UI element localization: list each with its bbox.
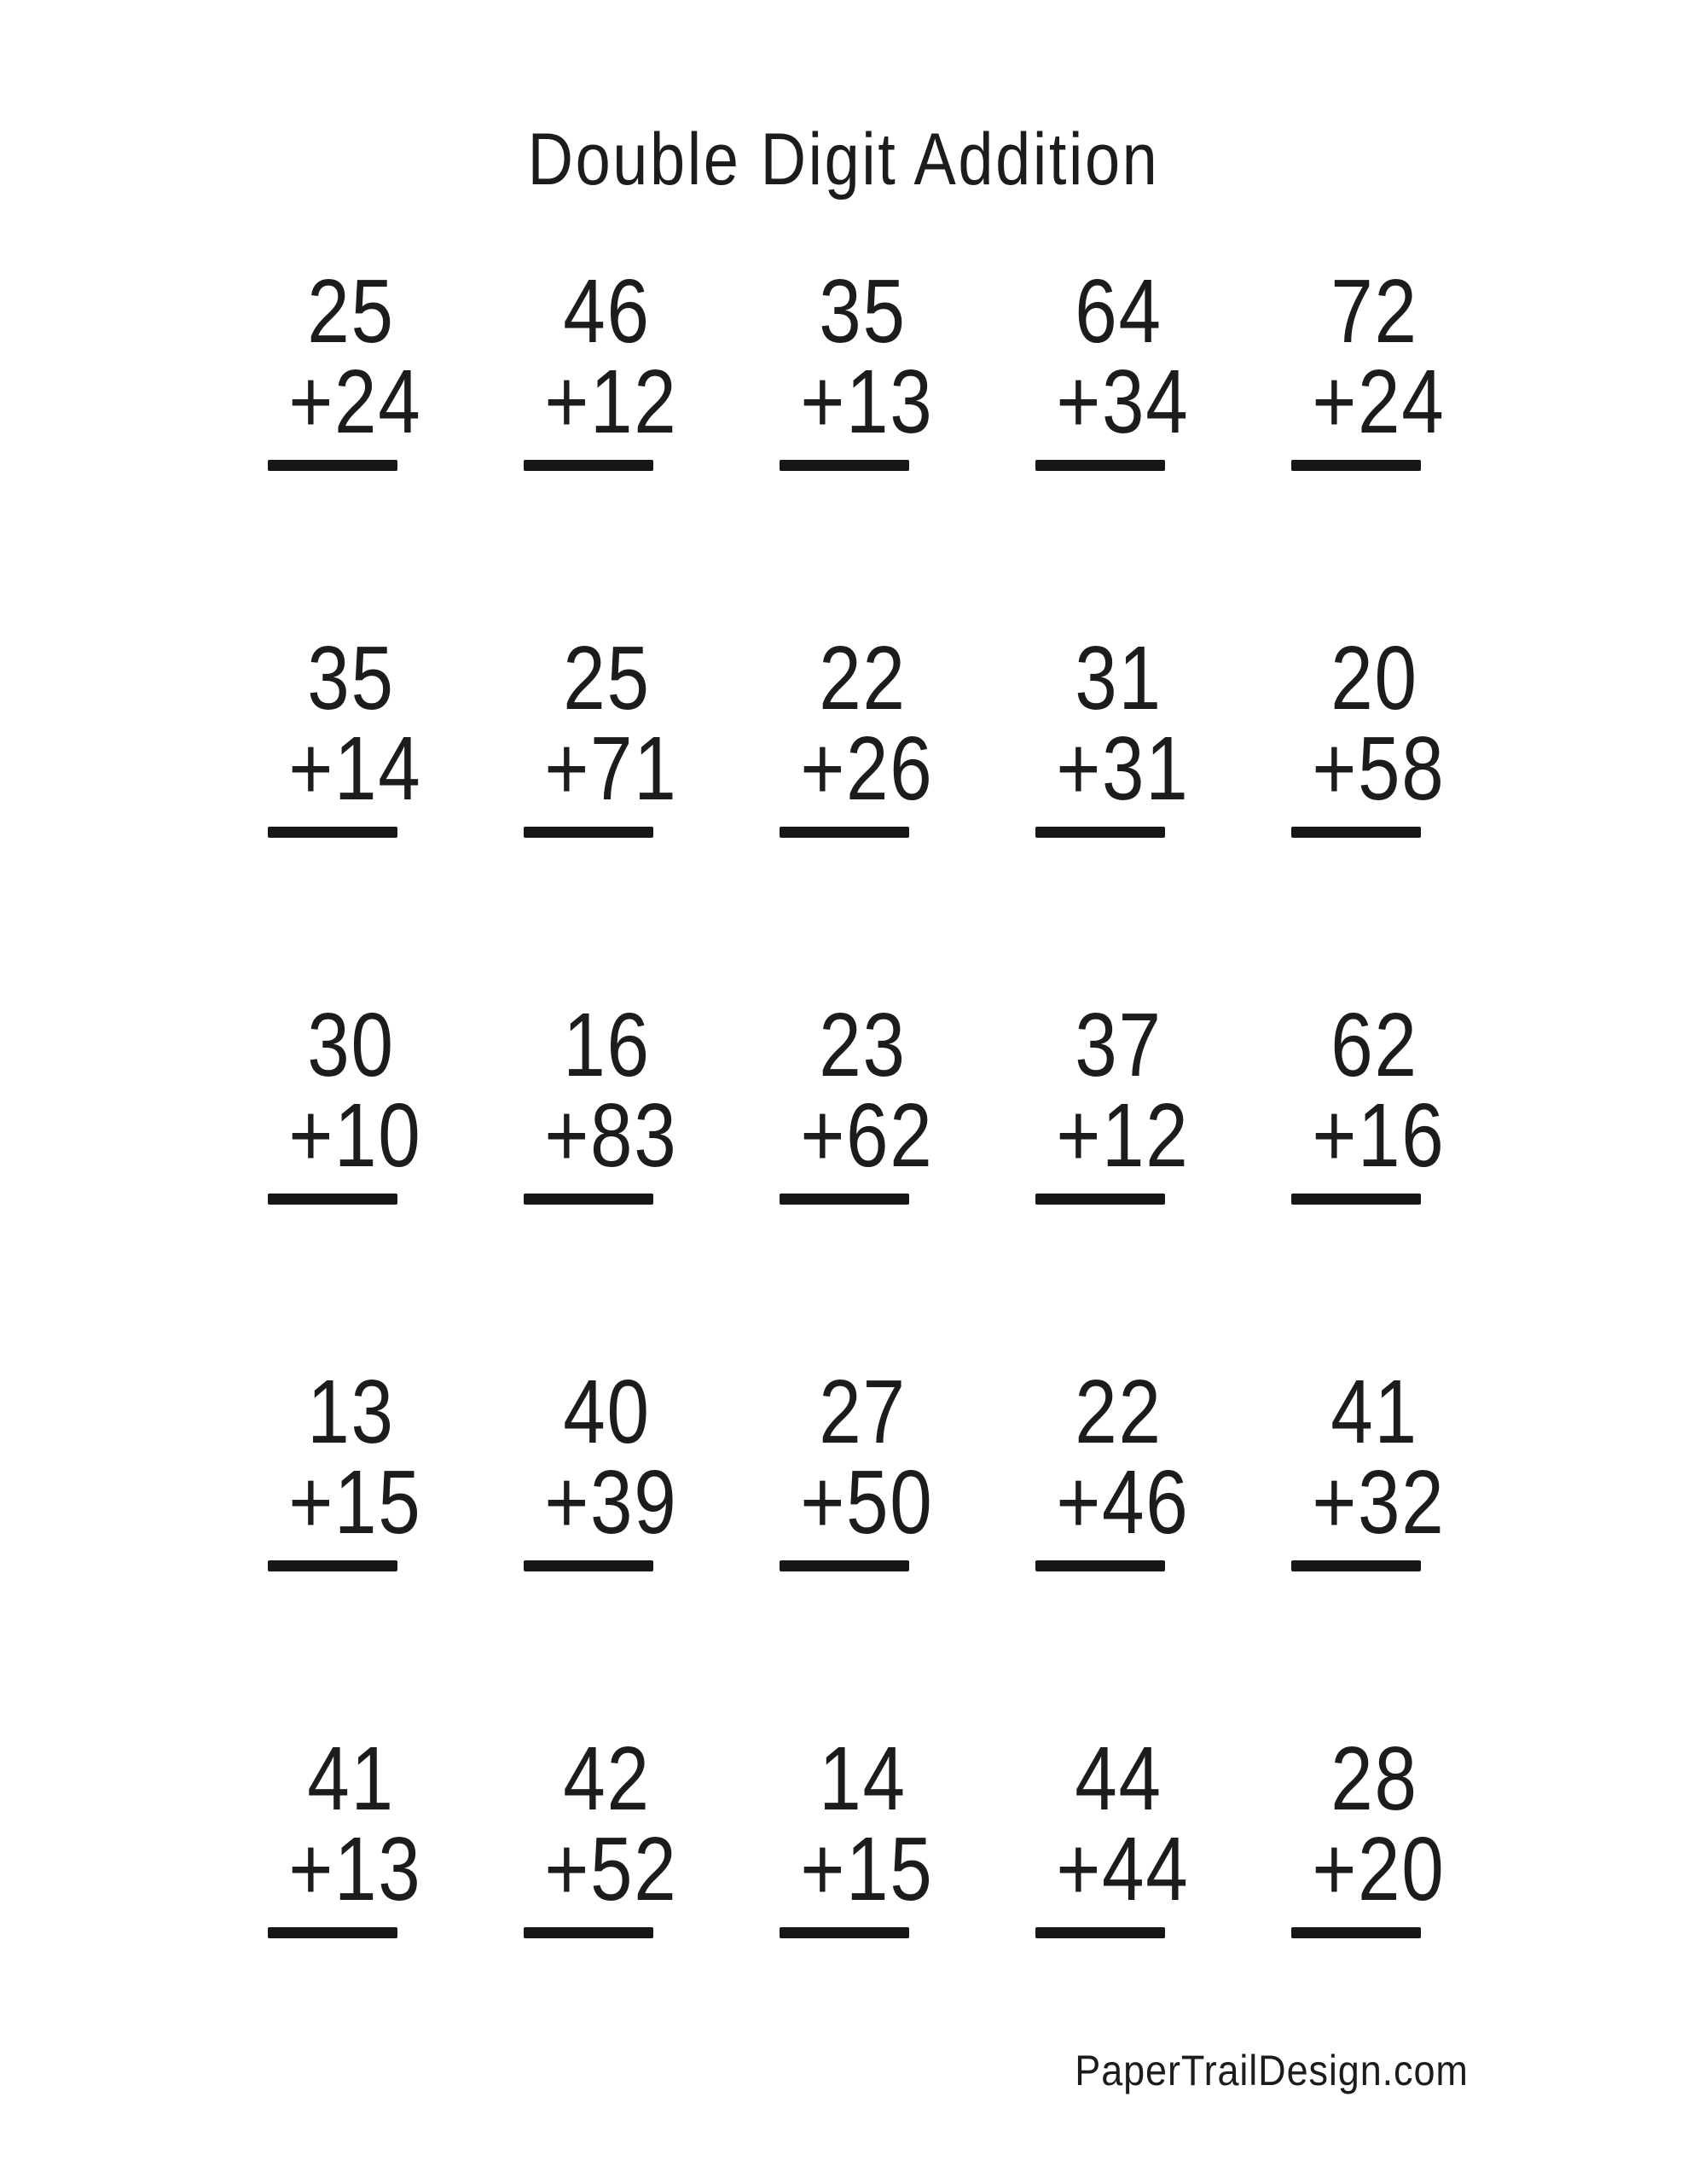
addition-problem bbox=[780, 628, 934, 838]
addend-bottom: +16 bbox=[1312, 1085, 1446, 1186]
addition-problem bbox=[780, 1728, 934, 1938]
addend-top: 16 bbox=[563, 995, 651, 1095]
answer-line bbox=[524, 1194, 653, 1205]
addition-problem bbox=[1291, 995, 1446, 1205]
addend-bottom: +71 bbox=[544, 718, 678, 819]
addend-top: 41 bbox=[1330, 1362, 1418, 1462]
answer-line bbox=[268, 460, 397, 471]
addend-top: 40 bbox=[563, 1362, 651, 1462]
addend-bottom: +26 bbox=[800, 718, 934, 819]
answer-line bbox=[780, 1927, 909, 1938]
answer-line bbox=[1291, 827, 1421, 838]
addend-top: 37 bbox=[1075, 995, 1162, 1095]
answer-line bbox=[524, 1927, 653, 1938]
addition-problem bbox=[1035, 261, 1190, 471]
addend-bottom: +10 bbox=[288, 1085, 422, 1186]
addition-problem bbox=[1035, 1728, 1190, 1938]
addend-bottom: +12 bbox=[544, 351, 678, 452]
answer-line bbox=[268, 1560, 397, 1571]
addend-bottom: +15 bbox=[800, 1819, 934, 1920]
addend-bottom: +46 bbox=[1056, 1452, 1190, 1553]
answer-line bbox=[268, 1194, 397, 1205]
addition-problem bbox=[780, 1362, 934, 1571]
addend-top: 62 bbox=[1330, 995, 1418, 1095]
addend-top: 22 bbox=[819, 628, 907, 729]
addend-top: 72 bbox=[1330, 261, 1418, 362]
addend-bottom: +34 bbox=[1056, 351, 1190, 452]
addend-top: 46 bbox=[563, 261, 651, 362]
addition-problem bbox=[268, 1728, 422, 1938]
addend-bottom: +14 bbox=[288, 718, 422, 819]
addend-top: 28 bbox=[1330, 1728, 1418, 1829]
addend-bottom: +20 bbox=[1312, 1819, 1446, 1920]
addition-problem bbox=[524, 628, 678, 838]
answer-line bbox=[1291, 1194, 1421, 1205]
addition-problem bbox=[268, 261, 422, 471]
addend-bottom: +83 bbox=[544, 1085, 678, 1186]
answer-line bbox=[1035, 460, 1165, 471]
answer-line bbox=[780, 460, 909, 471]
addend-top: 13 bbox=[307, 1362, 395, 1462]
addend-bottom: +39 bbox=[544, 1452, 678, 1553]
addend-top: 25 bbox=[563, 628, 651, 729]
addend-top: 31 bbox=[1075, 628, 1162, 729]
addition-problem bbox=[1035, 628, 1190, 838]
addition-problem bbox=[524, 995, 678, 1205]
addend-top: 14 bbox=[819, 1728, 907, 1829]
answer-line bbox=[1035, 1560, 1165, 1571]
addend-bottom: +13 bbox=[288, 1819, 422, 1920]
answer-line bbox=[1035, 827, 1165, 838]
addend-top: 35 bbox=[819, 261, 907, 362]
answer-line bbox=[1035, 1927, 1165, 1938]
addend-bottom: +13 bbox=[800, 351, 934, 452]
addend-bottom: +15 bbox=[288, 1452, 422, 1553]
problems-grid bbox=[205, 261, 1484, 1938]
answer-line bbox=[780, 1194, 909, 1205]
addend-bottom: +52 bbox=[544, 1819, 678, 1920]
addend-bottom: +50 bbox=[800, 1452, 934, 1553]
addend-bottom: +31 bbox=[1056, 718, 1190, 819]
addend-bottom: +24 bbox=[1312, 351, 1446, 452]
answer-line bbox=[268, 827, 397, 838]
addition-problem bbox=[524, 1362, 678, 1571]
addition-problem bbox=[1291, 261, 1446, 471]
addend-top: 44 bbox=[1075, 1728, 1162, 1829]
answer-line bbox=[1291, 1560, 1421, 1571]
addend-bottom: +32 bbox=[1312, 1452, 1446, 1553]
addend-bottom: +12 bbox=[1056, 1085, 1190, 1186]
addend-top: 64 bbox=[1075, 261, 1162, 362]
answer-line bbox=[268, 1927, 397, 1938]
addend-top: 22 bbox=[1075, 1362, 1162, 1462]
addend-top: 27 bbox=[819, 1362, 907, 1462]
addend-top: 25 bbox=[307, 261, 395, 362]
addend-top: 20 bbox=[1330, 628, 1418, 729]
answer-line bbox=[524, 1560, 653, 1571]
answer-line bbox=[1035, 1194, 1165, 1205]
addend-top: 23 bbox=[819, 995, 907, 1095]
answer-line bbox=[780, 1560, 909, 1571]
addition-problem bbox=[780, 261, 934, 471]
addition-problem bbox=[1291, 628, 1446, 838]
answer-line bbox=[780, 827, 909, 838]
addition-problem bbox=[1035, 1362, 1190, 1571]
addition-problem bbox=[268, 995, 422, 1205]
addition-problem bbox=[268, 1362, 422, 1571]
addend-bottom: +62 bbox=[800, 1085, 934, 1186]
answer-line bbox=[524, 827, 653, 838]
worksheet-title: Double Digit Addition bbox=[527, 119, 1160, 200]
answer-line bbox=[1291, 1927, 1421, 1938]
addend-bottom: +58 bbox=[1312, 718, 1446, 819]
addition-problem bbox=[524, 261, 678, 471]
addition-problem bbox=[1291, 1362, 1446, 1571]
addition-problem bbox=[1291, 1728, 1446, 1938]
addend-top: 35 bbox=[307, 628, 395, 729]
addition-problem bbox=[780, 995, 934, 1205]
addend-bottom: +44 bbox=[1056, 1819, 1190, 1920]
addition-problem bbox=[1035, 995, 1190, 1205]
addend-top: 42 bbox=[563, 1728, 651, 1829]
addend-top: 41 bbox=[307, 1728, 395, 1829]
addition-problem bbox=[268, 628, 422, 838]
footer-credit: PaperTrailDesign.com bbox=[1075, 2047, 1469, 2094]
addition-problem bbox=[524, 1728, 678, 1938]
answer-line bbox=[524, 460, 653, 471]
answer-line bbox=[1291, 460, 1421, 471]
addend-bottom: +24 bbox=[288, 351, 422, 452]
addend-top: 30 bbox=[307, 995, 395, 1095]
